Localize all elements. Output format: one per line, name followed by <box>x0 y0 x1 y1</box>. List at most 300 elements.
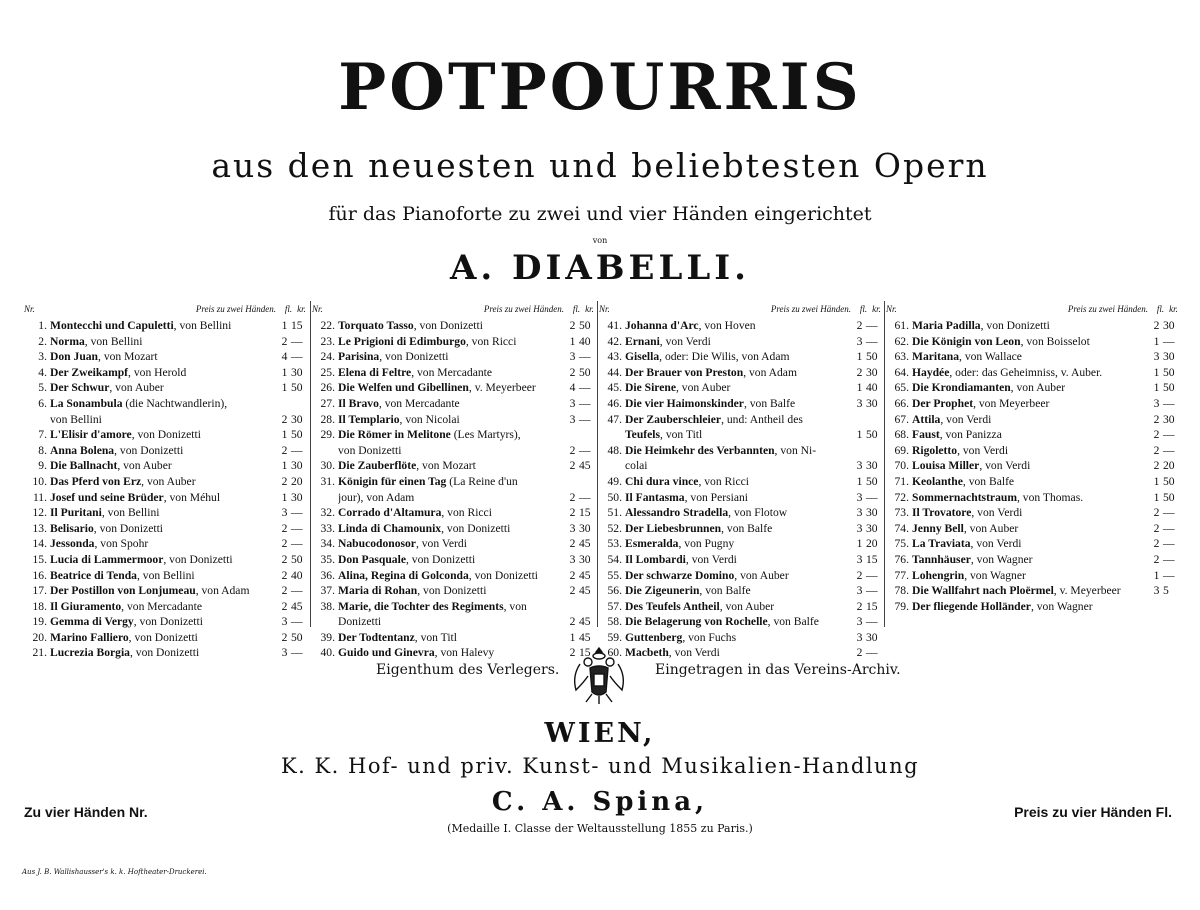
catalog-entry <box>312 505 596 521</box>
entry-number: 10. <box>32 474 47 488</box>
opera-composer: colai <box>625 459 648 473</box>
opera-composer: , von Verdi <box>659 334 711 348</box>
entry-number: 30. <box>320 459 335 473</box>
price-kr: 30 <box>866 396 878 410</box>
price-fl: 3 <box>569 521 576 535</box>
price-fl: 2 <box>856 646 863 660</box>
catalog-entry <box>312 458 596 474</box>
opera-title: Die Königin von Leon <box>912 334 1021 348</box>
price-kr: — <box>1163 552 1175 566</box>
entry-number: 71. <box>894 474 909 488</box>
header-price: Preis zu zwei Händen. <box>1067 304 1148 315</box>
price-kr: 50 <box>1163 474 1175 488</box>
city: WIEN, <box>544 718 656 749</box>
price-fl: 2 <box>1153 537 1160 551</box>
header-nr: Nr. <box>886 304 897 315</box>
price-kr: 15 <box>866 552 878 566</box>
opera-composer: , von Donizetti <box>441 521 511 535</box>
price-fl: 2 <box>856 599 863 613</box>
entry-number: 11. <box>32 490 47 504</box>
opera-title: Die Sirene <box>625 381 676 395</box>
price-kr: 20 <box>866 537 878 551</box>
entry-number: 40. <box>320 646 335 660</box>
price-kr: 30 <box>579 552 591 566</box>
opera-title: Rigoletto <box>912 443 958 457</box>
opera-composer: , von Flotow <box>728 506 788 520</box>
opera-composer: , von Donizetti <box>133 615 203 629</box>
catalog-entry <box>312 583 596 599</box>
price-kr: — <box>291 443 303 457</box>
entry-number: 24. <box>320 350 335 364</box>
price-fl: 3 <box>1153 396 1160 410</box>
price-fl: 2 <box>1153 428 1160 442</box>
price-kr: — <box>866 334 878 348</box>
price-fl: 3 <box>856 459 863 473</box>
opera-title: Don Pasquale <box>338 552 406 566</box>
opera-composer: , von Auber <box>734 568 789 582</box>
entry-number: 42. <box>607 334 622 348</box>
price-fl <box>566 599 579 615</box>
entry-number: 19. <box>32 615 47 629</box>
catalog-entry <box>24 552 308 568</box>
price-kr: 50 <box>866 428 878 442</box>
catalog-entry <box>599 536 883 552</box>
price-kr <box>291 396 308 412</box>
entry-number: 53. <box>607 537 622 551</box>
price-fl: 2 <box>569 568 576 582</box>
opera-title: Lucia di Lammermoor <box>50 552 164 566</box>
price-fl: 2 <box>281 552 288 566</box>
price-fl: 1 <box>1153 334 1160 348</box>
entry-number: 46. <box>607 396 622 410</box>
opera-title: Der Liebesbrunnen <box>625 521 722 535</box>
opera-composer: , von Bellini <box>84 334 143 348</box>
entry-number: 47. <box>607 412 622 426</box>
catalog-entry <box>24 490 308 506</box>
price-fl: 4 <box>569 381 576 395</box>
price-kr <box>866 412 883 428</box>
price-fl: 2 <box>281 568 288 582</box>
catalog-entry <box>886 568 1180 584</box>
opera-title: Marie, die Tochter des Regiments <box>338 599 504 613</box>
publisher-firm: K. K. Hof- und priv. Kunst- und Musikalien-Handlung <box>280 754 920 778</box>
catalog-entry <box>312 349 596 365</box>
price-fl: 3 <box>569 396 576 410</box>
entry-number: 25. <box>320 365 335 379</box>
header-kr: kr. <box>1169 304 1178 315</box>
double-headed-eagle-emblem <box>566 642 632 708</box>
price-fl: 3 <box>856 552 863 566</box>
opera-title: Die Heimkehr des Verbannten <box>625 443 775 457</box>
entry-number: 35. <box>320 552 335 566</box>
opera-composer: , von Mercadante <box>121 599 202 613</box>
opera-composer: , und: Antheil des <box>721 412 803 426</box>
entry-number: 43. <box>607 350 622 364</box>
catalog-column-4 <box>886 301 1180 614</box>
entry-number: 56. <box>607 584 622 598</box>
entry-number: 57. <box>607 599 622 613</box>
catalog-entry <box>599 443 883 459</box>
price-fl <box>853 443 866 459</box>
opera-composer: , von Persiani <box>684 490 749 504</box>
price-kr: 45 <box>579 459 591 473</box>
opera-composer: , von Auber <box>1010 381 1066 395</box>
price-fl: 2 <box>569 443 576 457</box>
opera-title: Don Juan <box>50 350 99 364</box>
opera-composer: , von Donizetti <box>131 428 201 442</box>
catalog-entry <box>312 380 596 396</box>
price-kr <box>579 427 596 443</box>
price-kr: — <box>579 350 591 364</box>
header-fl: fl. <box>572 304 581 315</box>
entry-number: 63. <box>894 350 909 364</box>
opera-title: Gisella <box>625 350 660 364</box>
price-fl: 3 <box>856 615 863 629</box>
opera-composer: jour), von Adam <box>338 490 415 504</box>
entry-number: 14. <box>32 537 47 551</box>
header-fl: fl. <box>284 304 293 315</box>
opera-composer: von Bellini <box>50 412 102 426</box>
catalog-entry <box>24 630 308 646</box>
opera-title: Il Templario <box>338 412 400 426</box>
opera-composer: , von Mercadante <box>378 396 460 410</box>
catalog-column-1 <box>24 301 308 661</box>
catalog-column-3 <box>599 301 883 661</box>
price-kr: 45 <box>579 537 591 551</box>
opera-composer: , von Boisselot <box>1020 334 1090 348</box>
price-kr: 30 <box>1163 350 1175 364</box>
opera-composer: (La Reine d'un <box>446 474 518 488</box>
catalog-entry <box>312 365 596 381</box>
opera-title: Der Schwur <box>50 381 110 395</box>
entry-number: 44. <box>607 365 622 379</box>
entry-number: 55. <box>607 568 622 582</box>
opera-title: Der Todtentanz <box>338 630 415 644</box>
catalog-entry <box>312 630 596 646</box>
opera-title: Jessonda <box>50 537 95 551</box>
opera-composer: , von Wagner <box>970 552 1033 566</box>
entry-number: 61. <box>894 319 909 332</box>
opera-composer: , von Fuchs <box>682 630 737 644</box>
catalog-entry <box>599 521 883 537</box>
price-kr: 50 <box>866 474 878 488</box>
entry-number: 18. <box>32 599 47 613</box>
price-kr: 15 <box>579 506 591 520</box>
price-fl: 3 <box>856 490 863 504</box>
opera-composer: , von Meyerbeer <box>973 396 1050 410</box>
opera-title: Nabucodonosor <box>338 537 416 551</box>
opera-title: Gemma di Vergy <box>50 615 134 629</box>
entry-number: 78. <box>894 584 909 598</box>
price-kr: — <box>1163 396 1175 410</box>
price-kr: 20 <box>1163 459 1175 473</box>
opera-title: Der Brauer von Preston <box>625 365 744 379</box>
entry-number: 15. <box>32 552 47 566</box>
entry-number: 60. <box>607 646 622 660</box>
price-fl: 1 <box>856 350 863 364</box>
entry-number: 48. <box>607 443 622 457</box>
opera-composer: , von Donizetti <box>379 350 449 364</box>
price-kr: 30 <box>291 459 303 473</box>
opera-composer: , von Donizetti <box>128 630 198 644</box>
price-kr: — <box>291 506 303 520</box>
opera-title: Die vier Haimonskinder <box>625 396 744 410</box>
price-fl: 1 <box>856 428 863 442</box>
price-kr: 50 <box>1163 381 1175 395</box>
opera-composer: , von Balfe <box>962 474 1015 488</box>
opera-title: Königin für einen Tag <box>338 474 447 488</box>
opera-composer: , von Verdi <box>979 459 1031 473</box>
opera-title: Alessandro Stradella <box>625 506 729 520</box>
opera-composer: , von Auber <box>719 599 775 613</box>
price-fl: 2 <box>856 365 863 379</box>
column-header <box>312 301 596 318</box>
price-fl: 3 <box>856 506 863 520</box>
opera-composer: , oder: das Geheimniss, v. Auber. <box>949 365 1103 379</box>
price-fl <box>1150 599 1163 615</box>
header-price: Preis zu zwei Händen. <box>770 304 851 315</box>
catalog-entry <box>24 349 308 365</box>
catalog-entry <box>24 599 308 615</box>
price-kr: 45 <box>579 584 591 598</box>
price-kr: 15 <box>579 646 591 660</box>
entry-number: 77. <box>894 568 909 582</box>
opera-title: Der Postillon von Lonjumeau <box>50 584 196 598</box>
catalog-entry <box>886 427 1180 443</box>
opera-composer: , von Donizetti <box>93 521 164 535</box>
entry-number <box>312 443 338 459</box>
catalog-entry <box>886 396 1180 412</box>
price-fl: 2 <box>281 443 288 457</box>
price-kr: — <box>866 646 878 660</box>
opera-composer: , von Donizetti <box>417 584 487 598</box>
opera-title: Teufels <box>625 428 661 442</box>
price-fl: 3 <box>281 615 288 629</box>
price-fl: 4 <box>281 350 288 364</box>
price-fl <box>278 396 291 412</box>
opera-composer: , von Ricci <box>698 474 749 488</box>
header-fl: fl. <box>859 304 868 315</box>
price-kr: — <box>1163 521 1175 535</box>
opera-composer: , von Balfe <box>721 521 773 535</box>
catalog-entry <box>599 505 883 521</box>
opera-title: Haydée <box>912 365 950 379</box>
opera-composer: , von Ricci <box>465 334 517 348</box>
price-fl: 1 <box>281 490 288 504</box>
entry-number: 76. <box>894 552 909 566</box>
catalog-entry <box>24 396 308 412</box>
price-kr: — <box>579 490 591 504</box>
entry-number <box>599 458 625 474</box>
catalog-entry <box>24 318 308 334</box>
opera-composer: , von Méhul <box>163 490 221 504</box>
price-fl <box>566 427 579 443</box>
opera-composer: , von Bellini <box>173 319 232 332</box>
four-hands-number-label: Zu vier Händen Nr. <box>24 804 148 820</box>
price-kr: 50 <box>1163 490 1175 504</box>
header-nr: Nr. <box>312 304 323 315</box>
price-kr: 15 <box>866 599 878 613</box>
entry-number: 2. <box>38 334 47 348</box>
opera-title: Il Puritani <box>50 506 102 520</box>
opera-title: Der fliegende Holländer <box>912 599 1031 613</box>
opera-title: Faust <box>912 428 940 442</box>
header-price: Preis zu zwei Händen. <box>195 304 276 315</box>
price-kr <box>579 474 596 490</box>
opera-title: Montecchi und Capuletti <box>50 319 174 332</box>
opera-title: Linda di Chamounix <box>338 521 442 535</box>
opera-title: Attila <box>912 412 941 426</box>
catalog-entry <box>886 349 1180 365</box>
catalog-entry <box>24 427 308 443</box>
price-fl: 3 <box>569 412 576 426</box>
price-kr: — <box>866 615 878 629</box>
opera-title: Keolanthe <box>912 474 963 488</box>
opera-composer: , von Nicolai <box>399 412 460 426</box>
price-fl: 1 <box>1153 381 1160 395</box>
column-divider <box>597 301 598 627</box>
entry-number: 73. <box>894 506 909 520</box>
header-kr: kr. <box>872 304 881 315</box>
opera-composer: , von Verdi <box>957 443 1009 457</box>
opera-composer: , von Verdi <box>685 552 737 566</box>
opera-composer: , von Auber <box>109 381 164 395</box>
price-kr: 30 <box>866 521 878 535</box>
header-nr: Nr. <box>24 304 35 315</box>
price-kr: — <box>866 490 878 504</box>
column-header <box>886 301 1180 318</box>
opera-title: Josef und seine Brüder <box>50 490 164 504</box>
price-kr <box>866 443 883 459</box>
opera-title: Der Prophet <box>912 396 974 410</box>
entry-number: 72. <box>894 490 909 504</box>
opera-composer: , von Auber <box>141 474 196 488</box>
catalog-entry <box>886 380 1180 396</box>
entry-number: 6. <box>38 396 47 410</box>
price-kr: — <box>1163 537 1175 551</box>
catalog-entry <box>24 380 308 396</box>
catalog-entry <box>24 645 308 661</box>
opera-composer: , von Pugny <box>678 537 735 551</box>
catalog-entry <box>312 412 596 428</box>
catalog-entry <box>599 318 883 334</box>
catalog-entry <box>24 334 308 350</box>
opera-title: Der Zweikampf <box>50 365 129 379</box>
price-fl: 1 <box>1153 568 1160 582</box>
opera-title: Il Bravo <box>338 396 379 410</box>
price-kr: 30 <box>866 506 878 520</box>
catalog-entry <box>599 630 883 646</box>
catalog-entry <box>24 458 308 474</box>
medal-note: (Medaille I. Classe der Weltausstellung 1855 zu Paris.) <box>447 822 753 835</box>
catalog-entry <box>312 568 596 584</box>
price-fl: 3 <box>856 584 863 598</box>
price-fl: 2 <box>1153 459 1160 473</box>
opera-composer: , von Balfe <box>767 615 819 629</box>
price-fl: 1 <box>569 630 576 644</box>
catalog-entry <box>312 334 596 350</box>
catalog-entry <box>886 334 1180 350</box>
catalog-entry <box>599 552 883 568</box>
entry-number: 1. <box>38 319 47 332</box>
opera-composer: , von Mozart <box>98 350 158 364</box>
price-kr <box>579 599 596 615</box>
opera-composer: , von Donizetti <box>413 319 483 332</box>
opera-composer: , von Verdi <box>970 537 1022 551</box>
price-fl: 2 <box>281 412 288 426</box>
composer-name: A. DIABELLI. <box>449 248 751 288</box>
entry-number: 27. <box>320 396 335 410</box>
price-kr: — <box>1163 506 1175 520</box>
catalog-entry <box>312 552 596 568</box>
price-fl: 3 <box>856 396 863 410</box>
price-kr: — <box>291 615 303 629</box>
price-kr: — <box>866 584 878 598</box>
entry-number: 28. <box>320 412 335 426</box>
price-kr: 30 <box>579 521 591 535</box>
price-kr: 30 <box>1163 319 1175 332</box>
price-kr: 40 <box>291 568 303 582</box>
entry-number: 69. <box>894 443 909 457</box>
catalog-entry <box>312 536 596 552</box>
price-kr: — <box>291 584 303 598</box>
catalog-entry <box>24 568 308 584</box>
price-fl: 1 <box>281 365 288 379</box>
price-kr: 45 <box>579 568 591 582</box>
price-kr: 30 <box>866 630 878 644</box>
eingetragen-note: Eingetragen in das Vereins-Archiv. <box>655 662 901 678</box>
price-fl: 2 <box>569 615 576 629</box>
price-kr: 30 <box>291 490 303 504</box>
price-fl: 2 <box>281 334 288 348</box>
catalog-entry <box>886 490 1180 506</box>
price-fl: 2 <box>569 646 576 660</box>
entry-number: 16. <box>32 568 47 582</box>
price-fl: 2 <box>569 506 576 520</box>
publisher-name: C. A. Spina, <box>491 787 709 817</box>
entry-number: 5. <box>38 381 47 395</box>
catalog-entry <box>599 645 883 661</box>
opera-composer: , von Bellini <box>136 568 195 582</box>
catalog-entry <box>312 427 596 443</box>
catalog-entry <box>312 645 596 661</box>
opera-composer: , von Wagner <box>1030 599 1093 613</box>
price-kr: 5 <box>1163 584 1169 598</box>
opera-title: Ernani <box>625 334 660 348</box>
opera-title: Corrado d'Altamura <box>338 506 442 520</box>
price-fl: 1 <box>856 381 863 395</box>
price-fl: 2 <box>1153 319 1160 332</box>
price-kr: 40 <box>579 334 591 348</box>
opera-composer: , von Balfe <box>699 584 751 598</box>
catalog-entry <box>24 614 308 630</box>
opera-title: Parisina <box>338 350 380 364</box>
catalog-entry <box>599 380 883 396</box>
entry-number: 8. <box>38 443 47 457</box>
entry-number: 9. <box>38 459 47 473</box>
opera-composer: , v. Meyerbeer <box>1053 584 1121 598</box>
opera-title: Il Giuramento <box>50 599 122 613</box>
price-fl: 2 <box>281 474 288 488</box>
price-fl: 2 <box>569 459 576 473</box>
catalog-entry <box>24 521 308 537</box>
opera-composer: , von Donizetti <box>405 552 476 566</box>
four-hands-price-label: Preis zu vier Händen Fl. <box>1014 804 1172 820</box>
entry-number: 32. <box>320 506 335 520</box>
opera-title: Macbeth <box>625 646 669 660</box>
catalog-entry <box>886 521 1180 537</box>
opera-title: Der schwarze Domino <box>625 568 735 582</box>
